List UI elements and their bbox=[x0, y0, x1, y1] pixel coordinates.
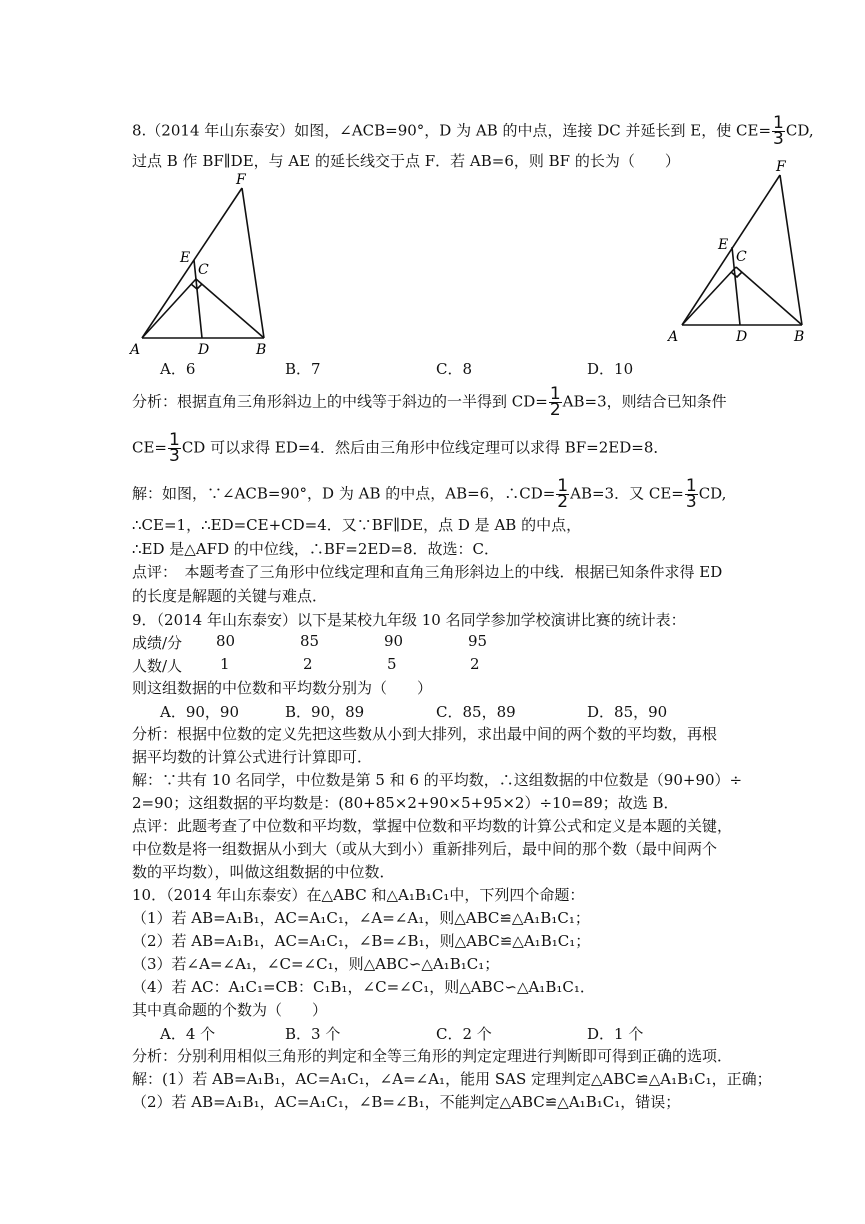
fraction: $\frac{1}{2}$ bbox=[549, 384, 561, 420]
q10-proposition-1: （1）若 AB=A₁B₁，AC=A₁C₁，∠A=∠A₁，则△ABC≌△A₁B₁C₁； bbox=[132, 909, 590, 927]
table-cell: 90 bbox=[384, 632, 404, 650]
q10-option-a: A．4 个 bbox=[160, 1025, 216, 1043]
label-c: C bbox=[198, 262, 209, 278]
q8-option-d: D．10 bbox=[587, 360, 634, 378]
q10-option-d: D．1 个 bbox=[587, 1025, 644, 1043]
q8-line2: 过点 B 作 BF∥DE，与 AE 的延长线交于点 F．若 AB=6，则 BF 的长为（ ） bbox=[132, 152, 680, 170]
q8-comment-1: 点评： 本题考查了三角形中位线定理和直角三角形斜边上的中线．根据已知条件求得 ED bbox=[132, 563, 723, 581]
label-d: D bbox=[198, 342, 210, 358]
triangle-figure-right bbox=[666, 155, 816, 345]
table-cell: 人数/人 bbox=[132, 657, 183, 675]
label-c-right: C bbox=[736, 249, 747, 265]
label-b: B bbox=[256, 342, 267, 358]
q10-title: 10．（2014 年山东泰安）在△ABC 和△A₁B₁C₁中，下列四个命题： bbox=[132, 886, 585, 904]
label-a-right: A bbox=[668, 329, 679, 345]
q9-title: 9．（2014 年山东泰安）以下是某校九年级 10 名同学参加学校演讲比赛的统计表： bbox=[132, 611, 686, 629]
q10-proposition-2: （2）若 AB=A₁B₁，AC=A₁C₁，∠B=∠B₁，则△ABC≌△A₁B₁C₁； bbox=[132, 932, 591, 950]
q10-proposition-3: （3）若∠A=∠A₁，∠C=∠C₁，则△ABC∽△A₁B₁C₁； bbox=[132, 955, 500, 973]
triangle-figure-left bbox=[128, 172, 276, 358]
label-b-right: B bbox=[794, 329, 805, 345]
q10-ask: 其中真命题的个数为（ ） bbox=[132, 1001, 328, 1019]
table-cell: 成绩/分 bbox=[132, 634, 183, 652]
table-cell: 95 bbox=[468, 632, 488, 650]
table-cell: 80 bbox=[216, 632, 236, 650]
fraction: $\frac{1}{3}$ bbox=[685, 476, 697, 512]
q9-solution-1: 解：∵共有 10 名同学，中位数是第 5 和 6 的平均数，∴这组数据的中位数是（90+90）÷ bbox=[132, 771, 743, 789]
fraction: $\frac{1}{2}$ bbox=[557, 476, 569, 512]
q8-option-b: B．7 bbox=[285, 360, 321, 378]
q8-comment-2: 的长度是解题的关键与难点． bbox=[132, 587, 328, 605]
q10-solution-2: （2）若 AB=A₁B₁，AC=A₁C₁，∠B=∠B₁，不能判定△ABC≌△A₁B₁C₁，错误； bbox=[132, 1093, 681, 1111]
q10-option-c: C．2 个 bbox=[436, 1025, 492, 1043]
q9-ask: 则这组数据的中位数和平均数分别为（ ） bbox=[132, 679, 433, 697]
q10-solution-1: 解：(1）若 AB=A₁B₁，AC=A₁C₁，∠A=∠A₁，能用 SAS 定理判定△ABC≌△A₁B₁C₁，正确； bbox=[132, 1070, 772, 1088]
q8-option-a: A．6 bbox=[160, 360, 196, 378]
q10-proposition-4: （4）若 AC：A₁C₁=CB：C₁B₁，∠C=∠C₁，则△ABC∽△A₁B₁C₁． bbox=[132, 978, 595, 996]
label-e-right: E bbox=[718, 237, 729, 253]
q9-option-d: D．85，90 bbox=[587, 703, 668, 721]
q10-analysis: 分析：分别利用相似三角形的判定和全等三角形的判定定理进行判断即可得到正确的选项． bbox=[132, 1047, 733, 1065]
q8-solution-1: 解：如图，∵∠ACB=90°，D 为 AB 的中点，AB=6，∴CD= $\frac{1}{2}$ AB=3．又 CE= $\frac{1}{3}$ CD, bbox=[132, 476, 727, 512]
q8-analysis-1: 分析：根据直角三角形斜边上的中线等于斜边的一半得到 CD= $\frac{1}{2}$ AB=3，则结合已知条件 bbox=[132, 384, 727, 420]
q9-option-b: B．90，89 bbox=[285, 703, 365, 721]
table-cell: 2 bbox=[470, 655, 480, 673]
table-cell: 85 bbox=[300, 632, 320, 650]
label-f: F bbox=[236, 172, 246, 188]
label-a: A bbox=[130, 342, 141, 358]
table-cell: 5 bbox=[387, 655, 397, 673]
label-f-right: F bbox=[776, 159, 786, 175]
q8-option-c: C．8 bbox=[436, 360, 473, 378]
table-cell: 1 bbox=[220, 655, 230, 673]
q9-option-c: C．85，89 bbox=[436, 703, 516, 721]
q9-solution-2: 2=90；这组数据的平均数是：(80+85×2+90×5+95×2）÷10=89；故选 B． bbox=[132, 794, 679, 812]
label-d-right: D bbox=[736, 329, 748, 345]
q9-comment-1: 点评：此题考查了中位数和平均数，掌握中位数和平均数的计算公式和定义是本题的关键， bbox=[132, 817, 733, 835]
q10-option-b: B．3 个 bbox=[285, 1025, 341, 1043]
q8-line1: 8.（2014 年山东泰安）如图，∠ACB=90°，D 为 AB 的中点，连接 DC 并延长到 E，使 CE= $\frac{1}{3}$ CD, bbox=[132, 113, 814, 149]
q8-solution-2: ∴CE=1，∴ED=CE+CD=4．又∵BF∥DE，点 D 是 AB 的中点， bbox=[132, 516, 582, 534]
label-e: E bbox=[180, 250, 191, 266]
table-cell: 2 bbox=[303, 655, 313, 673]
fraction: $\frac{1}{3}$ bbox=[773, 113, 784, 149]
q9-option-a: A．90，90 bbox=[160, 703, 240, 721]
q9-analysis-2: 据平均数的计算公式进行计算即可． bbox=[132, 748, 373, 766]
q9-comment-3: 数的平均数），叫做这组数据的中位数． bbox=[132, 863, 395, 881]
q9-analysis-1: 分析：根据中位数的定义先把这些数从小到大排列，求出最中间的两个数的平均数，再根 bbox=[132, 725, 718, 743]
q9-comment-2: 中位数是将一组数据从小到大（或从大到小）重新排列后，最中间的那个数（最中间两个 bbox=[132, 840, 718, 858]
q8-solution-3: ∴ED 是△AFD 的中位线，∴BF=2ED=8．故选：C． bbox=[132, 540, 499, 558]
q8-analysis-2: CE= $\frac{1}{3}$ CD 可以求得 ED=4．然后由三角形中位线定理可以求得 BF=2ED=8． bbox=[132, 430, 669, 466]
fraction: $\frac{1}{3}$ bbox=[169, 430, 180, 466]
